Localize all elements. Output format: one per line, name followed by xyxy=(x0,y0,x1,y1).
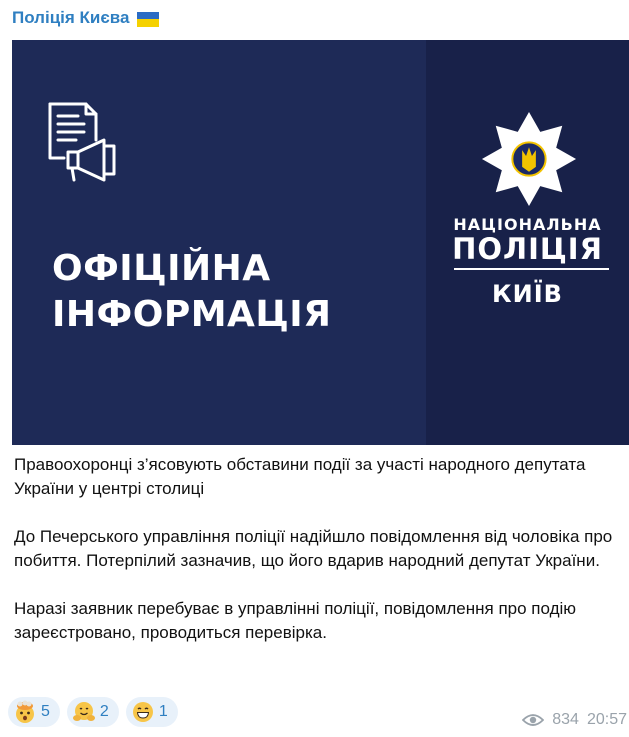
views-count: 834 xyxy=(552,711,579,728)
reaction-count: 5 xyxy=(41,703,50,720)
reaction-count: 2 xyxy=(99,703,109,720)
reactions-bar xyxy=(8,697,178,727)
channel-name[interactable]: Поліція Києва xyxy=(12,8,130,27)
reaction-grinning-face[interactable] xyxy=(126,697,178,727)
banner-right-panel xyxy=(426,40,629,445)
exploding-head-icon xyxy=(13,700,37,724)
banner-left-panel xyxy=(12,40,426,445)
logo-divider xyxy=(454,268,609,270)
title-line-2: ІНФОРМАЦІЯ xyxy=(52,294,332,335)
logo-police: ПОЛІЦІЯ xyxy=(452,232,603,266)
reaction-hugging-face[interactable] xyxy=(67,697,119,727)
message-body xyxy=(14,453,614,669)
post-time: 20:57 xyxy=(586,711,627,728)
hugging-face-icon xyxy=(72,700,96,724)
post-image-banner[interactable] xyxy=(12,40,629,445)
message-paragraph: Правоохоронці з’ясовують обставини події за участі народного депутата України у центрі столиці xyxy=(14,455,586,498)
post-meta xyxy=(522,711,627,729)
channel-header[interactable] xyxy=(12,8,159,28)
grinning-face-icon xyxy=(131,700,155,724)
logo-national: НАЦІОНАЛЬНА xyxy=(453,215,602,234)
logo-kyiv: КИЇВ xyxy=(492,280,563,308)
reaction-count: 1 xyxy=(158,703,168,720)
title-line-1: ОФІЦІЙНА xyxy=(52,248,271,289)
ukraine-flag-icon xyxy=(137,12,159,27)
message-paragraph: До Печерського управління поліції надійшло повідомлення від чоловіка про побиття. Потерпілий зазначив, що його вдарив народний депутат України. xyxy=(14,527,613,570)
reaction-exploding-head[interactable] xyxy=(8,697,60,727)
official-info-title xyxy=(52,246,331,338)
eye-icon xyxy=(522,713,544,727)
message-paragraph: Наразі заявник перебуває в управлінні поліції, повідомлення про подію зареєстровано, проводиться перевірка. xyxy=(14,599,577,642)
document-megaphone-icon xyxy=(46,100,120,182)
police-star-trident-icon xyxy=(480,110,578,208)
